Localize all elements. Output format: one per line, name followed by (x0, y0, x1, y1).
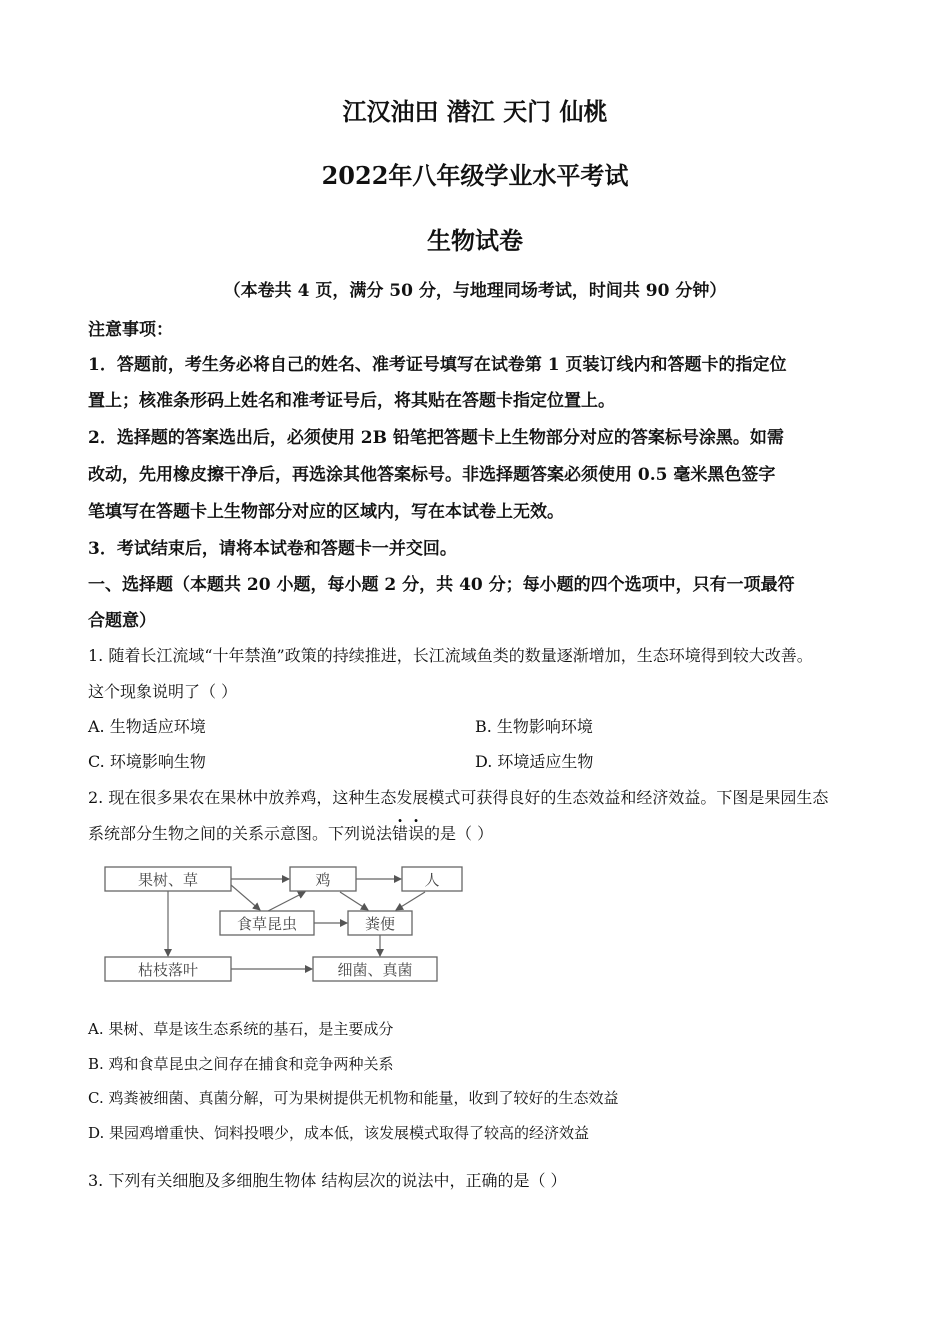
question-3-stem: 3. 下列有关细胞及多细胞生物体 结构层次的说法中，正确的是（ ） (88, 1171, 567, 1190)
section-heading: 一、选择题（本题共 20 小题，每小题 2 分，共 40 分；每小题的四个选项中，只有一项最符 (88, 575, 795, 595)
title-subject: 生物试卷 (427, 226, 523, 255)
arrow-human-manure (396, 892, 425, 910)
question-1-stem: 1. 随着长江流域“十年禁渔”政策的持续推进，长江流域鱼类的数量逐渐增加，生态环境得到较大改善。 (88, 646, 813, 665)
option-d: D. 环境适应生物 (475, 752, 594, 771)
question-1-stem-cont: 这个现象说明了（ ） (88, 682, 238, 701)
question-2-stem: 2. 现在很多果农在果林中放养鸡，这种生态发展模式可获得良好的生态效益和经济效益。下图是果园生态 (88, 788, 829, 807)
instruction-line: 置上；核准条形码上姓名和准考证号后，将其贴在答题卡指定位置上。 (88, 391, 615, 411)
stem-text: 系统部分生物之间的关系示意图。下列说法 (88, 824, 393, 843)
option-c: C. 环境影响生物 (88, 752, 206, 771)
option-a: A. 生物适应环境 (88, 717, 206, 736)
section-heading-cont: 合题意） (88, 611, 156, 631)
label-litter: 枯枝落叶 (137, 961, 199, 979)
label-chicken: 鸡 (315, 871, 331, 889)
emphasis-char: 错 (392, 824, 409, 843)
label-microbe: 细菌、真菌 (337, 961, 413, 979)
label-manure: 粪便 (364, 915, 396, 933)
option-d: D. 果园鸡增重快、饲料投喂少，成本低，该发展模式取得了较高的经济效益 (88, 1124, 590, 1142)
label-human: 人 (424, 871, 440, 889)
label-fruit-grass: 果树、草 (137, 871, 199, 889)
stem-text: 的是（ ） (424, 824, 494, 843)
title-exam: 2022年八年级学业水平考试 (321, 161, 629, 190)
food-web-diagram (100, 855, 470, 985)
instruction-line: 改动，先用橡皮擦干净后，再选涂其他答案标号。非选择题答案必须使用 0.5 毫米黑色签字 (88, 465, 776, 485)
option-b: B. 鸡和食草昆虫之间存在捕食和竞争两种关系 (88, 1055, 394, 1073)
option-b: B. 生物影响环境 (475, 717, 593, 736)
arrow-chicken-manure (340, 892, 368, 910)
instructions-heading: 注意事项： (88, 320, 173, 340)
instruction-line: 1．答题前，考生务必将自己的姓名、准考证号填写在试卷第 1 页装订线内和答题卡的指定位 (88, 355, 787, 375)
exam-note: （本卷共 4 页，满分 50 分，与地理同场考试，时间共 90 分钟） (223, 281, 727, 301)
option-a: A. 果树、草是该生态系统的基石，是主要成分 (88, 1020, 394, 1038)
emphasis-char: 误 (408, 824, 425, 843)
arrow-insect-chicken (268, 892, 305, 911)
instruction-line: 3．考试结束后，请将本试卷和答题卡一并交回。 (88, 539, 457, 559)
label-insect: 食草昆虫 (236, 915, 298, 933)
option-c: C. 鸡粪被细菌、真菌分解，可为果树提供无机物和能量，收到了较好的生态效益 (88, 1089, 619, 1107)
question-2-stem-cont (88, 821, 493, 844)
instruction-line: 笔填写在答题卡上生物部分对应的区域内，写在本试卷上无效。 (88, 502, 564, 522)
title-regions: 江汉油田 潜江 天门 仙桃 (342, 97, 608, 126)
arrow-fruit-insect (231, 885, 260, 910)
instruction-line: 2．选择题的答案选出后，必须使用 2B 铅笔把答题卡上生物部分对应的答案标号涂黑。如需 (88, 428, 784, 448)
